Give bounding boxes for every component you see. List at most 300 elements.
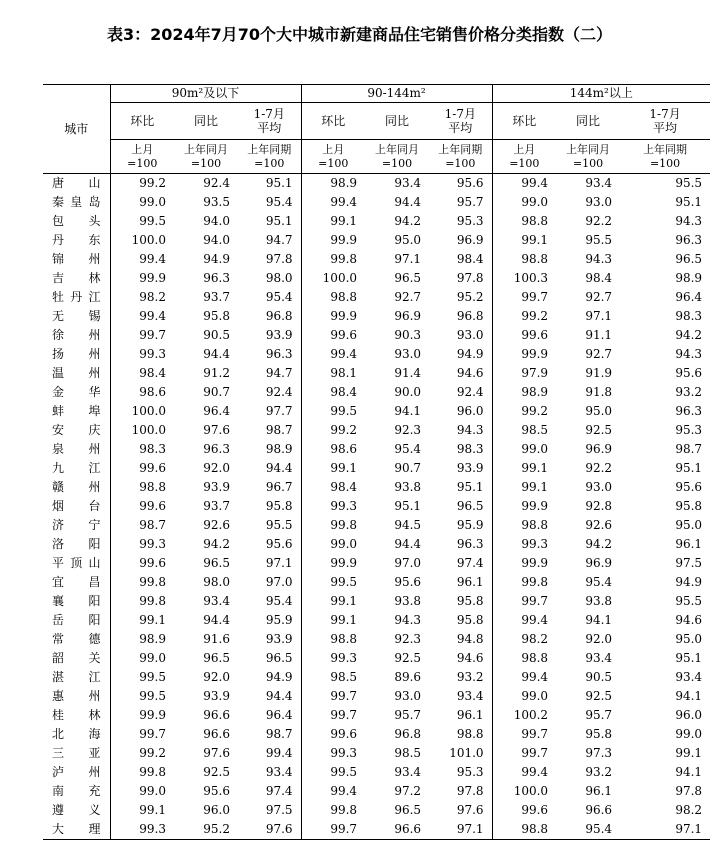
index-value: 99.9 xyxy=(492,345,556,364)
index-value: 97.0 xyxy=(394,556,422,570)
index-value: 96.7 xyxy=(265,480,293,494)
index-value: 95.1 xyxy=(456,480,484,494)
table-row xyxy=(43,706,710,725)
city-name: 宜昌 xyxy=(52,575,101,589)
table-row xyxy=(43,782,710,801)
index-value: 100.0 xyxy=(110,402,174,421)
index-value: 93.4 xyxy=(675,670,703,684)
index-value: 97.1 xyxy=(620,820,710,840)
index-value: 96.3 xyxy=(203,271,230,285)
index-value: 98.7 xyxy=(265,727,293,741)
index-value: 98.3 xyxy=(675,309,703,323)
index-value: 99.9 xyxy=(110,269,174,288)
index-value: 98.4 xyxy=(301,478,365,497)
index-value: 98.5 xyxy=(394,746,422,760)
city-name: 南充 xyxy=(52,784,101,798)
index-value: 98.0 xyxy=(265,271,293,285)
index-value: 95.7 xyxy=(585,708,613,722)
index-value: 96.5 xyxy=(203,556,230,570)
index-value: 98.8 xyxy=(492,649,556,668)
index-value: 99.2 xyxy=(110,174,174,194)
index-value: 101.0 xyxy=(449,746,484,760)
index-value: 91.2 xyxy=(203,366,230,380)
city-name: 韶关 xyxy=(52,651,101,665)
index-value: 98.4 xyxy=(585,271,613,285)
index-value: 97.6 xyxy=(203,746,230,760)
index-value: 99.9 xyxy=(301,231,365,250)
index-value: 99.3 xyxy=(110,345,174,364)
index-value: 93.7 xyxy=(203,499,230,513)
index-value: 98.9 xyxy=(675,271,703,285)
index-value: 100.0 xyxy=(492,782,556,801)
city-name: 桂林 xyxy=(52,708,101,722)
city-name: 常德 xyxy=(52,632,101,646)
index-value: 99.1 xyxy=(110,801,174,820)
index-value: 96.8 xyxy=(456,309,484,323)
index-value: 93.0 xyxy=(394,347,422,361)
table-row xyxy=(43,174,710,194)
index-value: 93.8 xyxy=(585,594,613,608)
index-value: 98.9 xyxy=(110,630,174,649)
index-value: 97.0 xyxy=(265,575,293,589)
index-value: 92.7 xyxy=(585,290,613,304)
index-value: 99.6 xyxy=(492,801,556,820)
index-value: 92.4 xyxy=(265,385,293,399)
index-value: 94.1 xyxy=(675,765,703,779)
index-value: 93.0 xyxy=(456,328,484,342)
index-value: 98.3 xyxy=(110,440,174,459)
index-value: 98.5 xyxy=(301,668,365,687)
index-value: 99.0 xyxy=(675,727,703,741)
index-value: 93.8 xyxy=(394,594,422,608)
index-value: 95.2 xyxy=(456,290,484,304)
index-value: 95.4 xyxy=(394,442,422,456)
index-value: 94.1 xyxy=(585,613,613,627)
index-value: 99.4 xyxy=(110,250,174,269)
month-on-month-header: 环比 xyxy=(301,103,365,140)
index-value: 95.6 xyxy=(675,366,703,380)
index-value: 92.5 xyxy=(203,765,230,779)
index-value: 92.7 xyxy=(394,290,422,304)
index-value: 99.5 xyxy=(301,763,365,782)
index-value: 89.6 xyxy=(394,670,422,684)
index-value: 99.5 xyxy=(110,687,174,706)
index-value: 92.2 xyxy=(585,214,613,228)
index-value: 98.2 xyxy=(110,288,174,307)
same-month-last-year-base-label: 上年同月 =100 xyxy=(174,140,238,174)
index-value: 97.5 xyxy=(675,556,703,570)
index-value: 94.2 xyxy=(203,537,230,551)
index-value: 98.9 xyxy=(301,174,365,194)
index-value: 95.4 xyxy=(585,575,613,589)
same-month-last-year-base-label: 上年同月 =100 xyxy=(556,140,620,174)
city-name: 牡丹江 xyxy=(52,290,101,304)
index-value: 99.4 xyxy=(492,611,556,630)
index-value: 96.8 xyxy=(265,309,293,323)
city-name: 秦皇岛 xyxy=(52,195,101,209)
index-value: 95.3 xyxy=(456,214,484,228)
prev-month-base-label: 上月 =100 xyxy=(492,140,556,174)
index-value: 92.0 xyxy=(203,670,230,684)
index-value: 95.1 xyxy=(675,461,703,475)
index-value: 98.7 xyxy=(265,423,293,437)
index-value: 94.9 xyxy=(203,252,230,266)
index-value: 96.3 xyxy=(675,404,703,418)
index-value: 98.8 xyxy=(492,250,556,269)
index-value: 99.4 xyxy=(301,782,365,801)
index-value: 95.5 xyxy=(585,233,613,247)
index-value: 98.4 xyxy=(110,364,174,383)
index-value: 94.4 xyxy=(203,613,230,627)
index-value: 98.4 xyxy=(301,383,365,402)
index-value: 95.5 xyxy=(675,594,703,608)
index-value: 96.5 xyxy=(394,803,422,817)
index-value: 93.0 xyxy=(394,689,422,703)
index-value: 95.0 xyxy=(585,404,613,418)
index-value: 92.5 xyxy=(585,689,613,703)
index-value: 99.1 xyxy=(110,611,174,630)
index-value: 93.4 xyxy=(585,651,613,665)
city-name: 大理 xyxy=(43,820,110,840)
index-value: 99.4 xyxy=(265,746,293,760)
index-value: 96.6 xyxy=(365,820,429,840)
index-value: 99.4 xyxy=(492,174,556,194)
index-value: 93.4 xyxy=(456,689,484,703)
table-row xyxy=(43,288,710,307)
index-value: 98.8 xyxy=(301,288,365,307)
index-value: 94.3 xyxy=(456,423,484,437)
index-value: 99.3 xyxy=(301,744,365,763)
index-value: 94.4 xyxy=(394,537,422,551)
index-value: 99.2 xyxy=(492,402,556,421)
index-value: 90.7 xyxy=(203,385,230,399)
index-value: 92.3 xyxy=(394,423,422,437)
ytd-average-header: 1-7月 平均 xyxy=(429,103,492,140)
index-value: 99.7 xyxy=(492,725,556,744)
index-value: 94.4 xyxy=(394,195,422,209)
index-value: 99.3 xyxy=(492,535,556,554)
city-name: 吉林 xyxy=(52,271,101,285)
index-value: 99.9 xyxy=(492,497,556,516)
index-value: 99.5 xyxy=(110,668,174,687)
year-on-year-header: 同比 xyxy=(365,103,429,140)
index-value: 97.3 xyxy=(585,746,613,760)
index-value: 99.5 xyxy=(110,212,174,231)
index-value: 95.4 xyxy=(556,820,620,840)
index-value: 95.8 xyxy=(265,499,293,513)
index-value: 98.4 xyxy=(456,252,484,266)
index-value: 91.8 xyxy=(585,385,613,399)
index-value: 92.0 xyxy=(585,632,613,646)
index-value: 95.4 xyxy=(265,290,293,304)
index-value: 99.2 xyxy=(301,421,365,440)
index-value: 95.8 xyxy=(203,309,230,323)
city-name: 北海 xyxy=(52,727,101,741)
month-on-month-header: 环比 xyxy=(492,103,556,140)
index-value: 96.6 xyxy=(203,727,230,741)
index-value: 92.6 xyxy=(203,518,230,532)
index-value: 94.9 xyxy=(265,670,293,684)
city-name: 岳阳 xyxy=(52,613,101,627)
city-name: 九江 xyxy=(52,461,101,475)
index-value: 98.8 xyxy=(301,630,365,649)
index-value: 94.3 xyxy=(675,214,703,228)
group-header-large: 144m²以上 xyxy=(492,85,710,103)
table-row xyxy=(43,497,710,516)
index-value: 97.1 xyxy=(265,556,293,570)
index-value: 96.5 xyxy=(265,651,293,665)
index-value: 95.6 xyxy=(456,176,484,190)
index-value: 91.1 xyxy=(585,328,613,342)
index-value: 96.4 xyxy=(675,290,703,304)
index-value: 97.4 xyxy=(265,784,293,798)
table-row xyxy=(43,573,710,592)
index-value: 92.8 xyxy=(585,499,613,513)
index-value: 93.4 xyxy=(394,176,422,190)
index-value: 93.2 xyxy=(456,670,484,684)
index-value: 98.0 xyxy=(203,575,230,589)
index-value: 99.4 xyxy=(492,668,556,687)
index-value: 99.5 xyxy=(301,402,365,421)
index-value: 99.8 xyxy=(110,763,174,782)
city-name: 蚌埠 xyxy=(52,404,101,418)
index-value: 97.4 xyxy=(456,556,484,570)
index-value: 94.4 xyxy=(265,689,293,703)
index-value: 98.9 xyxy=(265,442,293,456)
index-value: 99.7 xyxy=(301,687,365,706)
city-name: 安庆 xyxy=(52,423,101,437)
prev-month-base-label: 上月 =100 xyxy=(110,140,174,174)
index-value: 99.1 xyxy=(301,459,365,478)
index-value: 95.6 xyxy=(675,480,703,494)
index-value: 99.4 xyxy=(301,345,365,364)
index-value: 99.0 xyxy=(110,649,174,668)
index-value: 98.8 xyxy=(492,516,556,535)
index-value: 96.6 xyxy=(585,803,613,817)
index-value: 97.6 xyxy=(203,423,230,437)
index-value: 93.4 xyxy=(203,594,230,608)
city-name: 济宁 xyxy=(52,518,101,532)
city-name: 徐州 xyxy=(52,328,101,342)
table-row xyxy=(43,250,710,269)
index-value: 95.4 xyxy=(265,195,293,209)
table-row xyxy=(43,554,710,573)
index-value: 99.7 xyxy=(492,744,556,763)
city-name: 泸州 xyxy=(52,765,101,779)
index-value: 97.7 xyxy=(265,404,293,418)
index-value: 94.0 xyxy=(203,214,230,228)
group-header-small: 90m²及以下 xyxy=(110,85,301,103)
index-value: 100.0 xyxy=(301,269,365,288)
index-value: 97.8 xyxy=(675,784,703,798)
city-name: 洛阳 xyxy=(52,537,101,551)
table-row xyxy=(43,630,710,649)
table-row xyxy=(43,345,710,364)
index-value: 90.5 xyxy=(203,328,230,342)
city-name: 赣州 xyxy=(52,480,101,494)
index-value: 94.3 xyxy=(394,613,422,627)
city-name: 三亚 xyxy=(52,746,101,760)
index-value: 96.0 xyxy=(675,708,703,722)
index-value: 99.9 xyxy=(110,706,174,725)
index-value: 97.8 xyxy=(265,252,293,266)
table-row xyxy=(43,193,710,212)
ytd-average-header: 1-7月 平均 xyxy=(620,103,710,140)
index-value: 98.8 xyxy=(110,478,174,497)
index-value: 92.7 xyxy=(585,347,613,361)
index-value: 91.9 xyxy=(585,366,613,380)
price-index-table xyxy=(43,84,710,840)
index-value: 96.4 xyxy=(203,404,230,418)
index-value: 99.1 xyxy=(301,611,365,630)
index-value: 93.9 xyxy=(265,632,293,646)
table-row xyxy=(43,307,710,326)
city-name: 温州 xyxy=(52,366,101,380)
index-value: 96.8 xyxy=(394,727,422,741)
index-value: 95.5 xyxy=(265,518,293,532)
index-value: 95.8 xyxy=(675,499,703,513)
index-value: 92.5 xyxy=(394,651,422,665)
index-value: 99.1 xyxy=(301,592,365,611)
index-value: 90.0 xyxy=(394,385,422,399)
index-value: 94.1 xyxy=(394,404,422,418)
index-value: 97.1 xyxy=(429,820,492,840)
index-value: 96.5 xyxy=(394,271,422,285)
table-row xyxy=(43,383,710,402)
city-name: 无锡 xyxy=(52,309,101,323)
table-row xyxy=(43,592,710,611)
index-value: 99.4 xyxy=(301,193,365,212)
index-value: 95.3 xyxy=(456,765,484,779)
index-value: 99.9 xyxy=(301,307,365,326)
index-value: 95.3 xyxy=(675,423,703,437)
index-value: 90.5 xyxy=(585,670,613,684)
index-value: 99.8 xyxy=(492,573,556,592)
index-value: 92.4 xyxy=(203,176,230,190)
month-on-month-header: 环比 xyxy=(110,103,174,140)
city-name: 金华 xyxy=(52,385,101,399)
same-month-last-year-base-label: 上年同月 =100 xyxy=(365,140,429,174)
index-value: 96.5 xyxy=(456,499,484,513)
index-value: 100.0 xyxy=(110,231,174,250)
table-row xyxy=(43,421,710,440)
index-value: 95.6 xyxy=(203,784,230,798)
index-value: 96.4 xyxy=(265,708,293,722)
index-value: 94.4 xyxy=(203,347,230,361)
index-value: 100.2 xyxy=(492,706,556,725)
table-row xyxy=(43,611,710,630)
index-value: 99.6 xyxy=(110,554,174,573)
index-value: 96.5 xyxy=(675,252,703,266)
index-value: 99.8 xyxy=(301,250,365,269)
index-value: 99.8 xyxy=(110,592,174,611)
index-value: 99.7 xyxy=(492,288,556,307)
index-value: 99.7 xyxy=(110,326,174,345)
table-row xyxy=(43,820,710,840)
index-value: 96.1 xyxy=(585,784,613,798)
city-column-header: 城市 xyxy=(43,85,110,174)
index-value: 95.1 xyxy=(675,195,703,209)
table-row xyxy=(43,687,710,706)
index-value: 98.5 xyxy=(492,421,556,440)
index-value: 99.9 xyxy=(492,554,556,573)
index-value: 94.2 xyxy=(675,328,703,342)
index-value: 93.7 xyxy=(203,290,230,304)
index-value: 95.5 xyxy=(675,176,703,190)
table-row xyxy=(43,326,710,345)
index-value: 96.6 xyxy=(203,708,230,722)
index-value: 96.9 xyxy=(585,442,613,456)
city-name: 泉州 xyxy=(52,442,101,456)
table-row xyxy=(43,269,710,288)
table-row xyxy=(43,725,710,744)
table-row xyxy=(43,801,710,820)
index-value: 97.9 xyxy=(492,364,556,383)
index-value: 94.3 xyxy=(675,347,703,361)
index-value: 99.6 xyxy=(492,326,556,345)
index-value: 95.2 xyxy=(174,820,238,840)
index-value: 95.1 xyxy=(394,499,422,513)
index-value: 99.2 xyxy=(492,307,556,326)
index-value: 99.7 xyxy=(301,706,365,725)
index-value: 93.9 xyxy=(203,480,230,494)
index-value: 99.1 xyxy=(492,459,556,478)
table-row xyxy=(43,440,710,459)
index-value: 99.3 xyxy=(301,497,365,516)
index-value: 99.8 xyxy=(301,801,365,820)
index-value: 90.7 xyxy=(394,461,422,475)
index-value: 94.6 xyxy=(675,613,703,627)
table-row xyxy=(43,478,710,497)
index-value: 99.7 xyxy=(110,725,174,744)
index-value: 96.3 xyxy=(265,347,293,361)
index-value: 96.3 xyxy=(456,537,484,551)
same-period-last-year-base-label: 上年同期 =100 xyxy=(620,140,710,174)
index-value: 95.1 xyxy=(265,176,293,190)
table-row xyxy=(43,516,710,535)
index-value: 93.0 xyxy=(585,195,613,209)
index-value: 97.8 xyxy=(456,784,484,798)
index-value: 99.1 xyxy=(492,478,556,497)
index-value: 95.8 xyxy=(456,613,484,627)
same-period-last-year-base-label: 上年同期 =100 xyxy=(238,140,301,174)
index-value: 99.1 xyxy=(492,231,556,250)
index-value: 96.3 xyxy=(675,233,703,247)
index-value: 99.0 xyxy=(492,193,556,212)
index-value: 97.6 xyxy=(456,803,484,817)
index-value: 99.7 xyxy=(492,592,556,611)
index-value: 94.6 xyxy=(456,366,484,380)
page-title: 表3：2024年7月70个大中城市新建商品住宅销售价格分类指数（二） xyxy=(106,25,613,44)
table-row xyxy=(43,212,710,231)
index-value: 95.4 xyxy=(265,594,293,608)
index-value: 92.5 xyxy=(585,423,613,437)
index-value: 93.2 xyxy=(675,385,703,399)
index-value: 93.5 xyxy=(203,195,230,209)
index-value: 95.1 xyxy=(265,214,293,228)
table-row xyxy=(43,459,710,478)
index-value: 94.9 xyxy=(675,575,703,589)
ytd-average-header: 1-7月 平均 xyxy=(238,103,301,140)
index-value: 99.9 xyxy=(301,554,365,573)
index-value: 95.8 xyxy=(585,727,613,741)
index-value: 99.1 xyxy=(301,212,365,231)
index-value: 97.6 xyxy=(238,820,301,840)
index-value: 99.6 xyxy=(110,497,174,516)
index-value: 98.8 xyxy=(492,820,556,840)
index-value: 99.8 xyxy=(110,573,174,592)
index-value: 97.5 xyxy=(265,803,293,817)
